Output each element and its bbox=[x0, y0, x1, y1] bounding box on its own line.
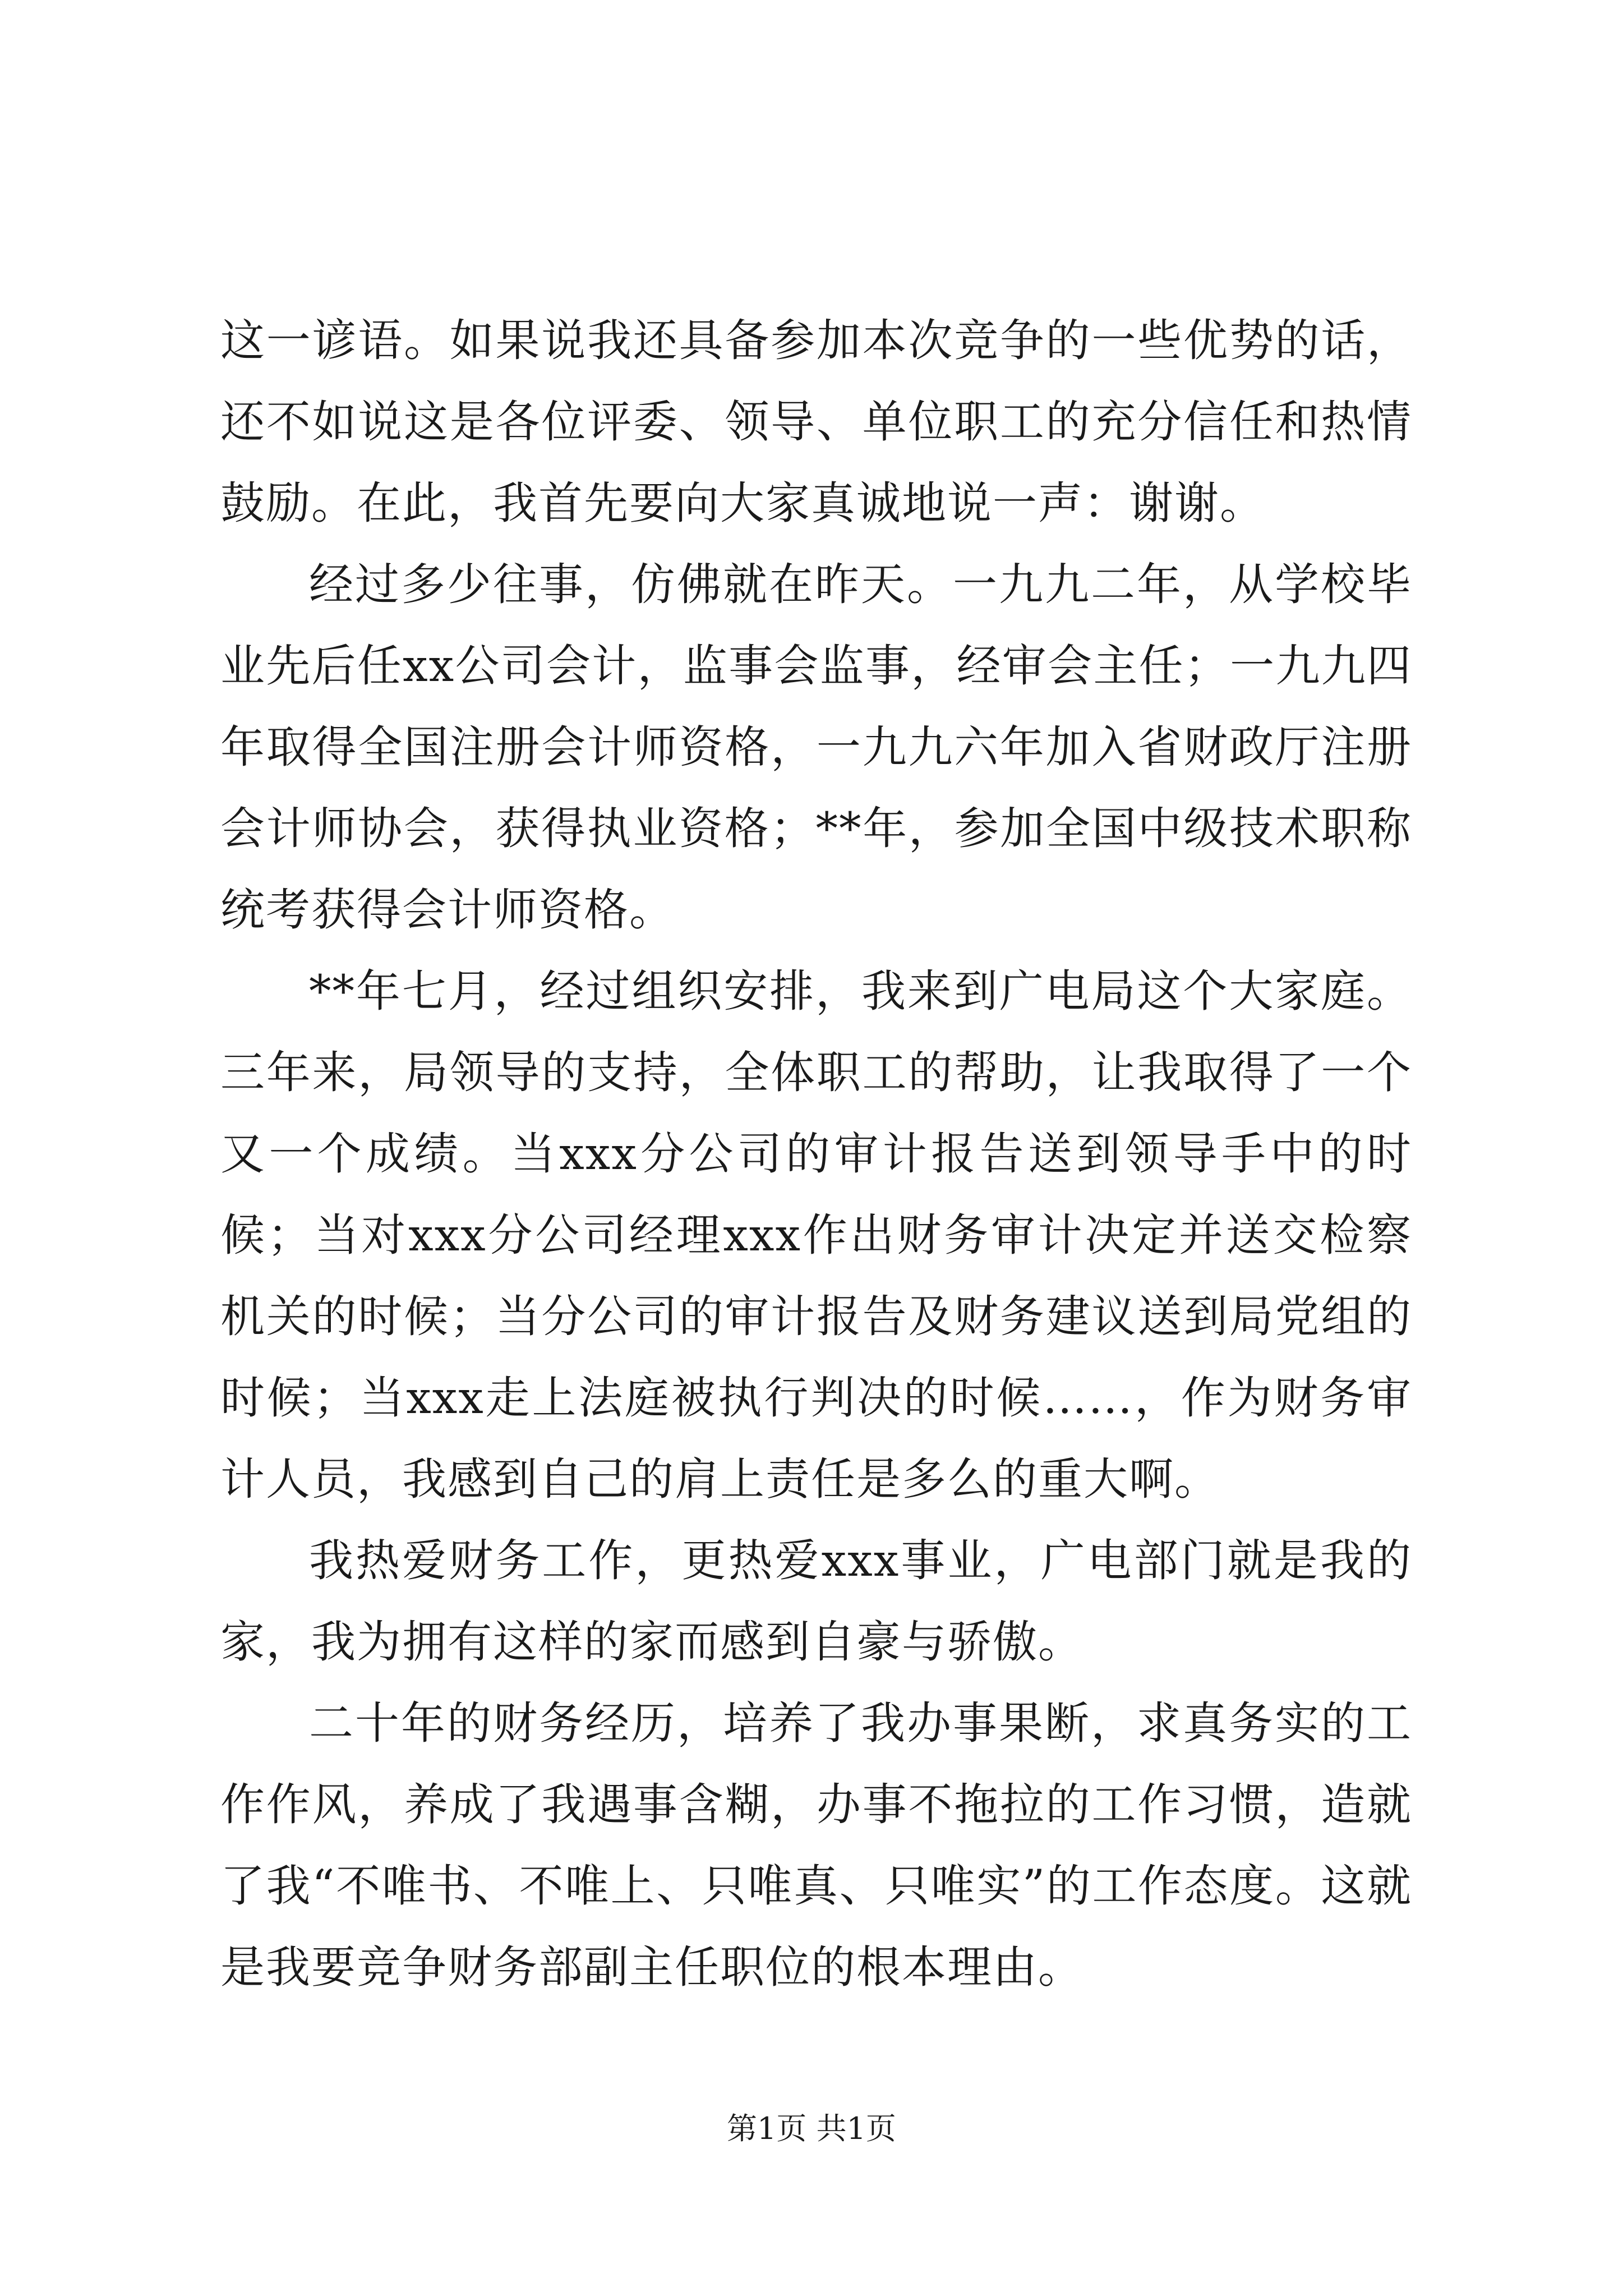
document-body bbox=[220, 300, 1412, 2008]
paragraph-4: 我热爱财务工作，更热爱xxx事业，广电部门就是我的家，我为拥有这样的家而感到自豪与骄傲。 bbox=[220, 1535, 1412, 1668]
page-footer: 第1页 共1页 bbox=[727, 2111, 896, 2146]
paragraph-5: 二十年的财务经历，培养了我办事果断，求真务实的工作作风，养成了我遇事含糊，办事不拖拉的工作习惯，造就了我“不唯书、不唯上、只唯真、只唯实”的工作态度。这就是我要竞争财务部副主任职位的根本理由。 bbox=[220, 1697, 1412, 1993]
paragraph-2: 经过多少往事，仿佛就在昨天。一九九二年，从学校毕业先后任xx公司会计，监事会监事，经审会主任；一九九四年取得全国注册会计师资格，一九九六年加入省财政厅注册会计师协会，获得执业资格；**年，参加全国中级技术职称统考获得会计师资格。 bbox=[220, 559, 1412, 936]
paragraph-3: **年七月，经过组织安排，我来到广电局这个大家庭。三年来，局领导的支持，全体职工的帮助，让我取得了一个又一个成绩。当xxx分公司的审计报告送到领导手中的时候；当对xxx分公司经理xxx作出财务审计决定并送交检察机关的时候；当分公司的审计报告及财务建议送到局党组的时候；当xxx走上法庭被执行判决的时候……，作为财务审计人员，我感到自己的肩上责任是多么的重大啊。 bbox=[220, 965, 1412, 1505]
paragraph-1: 这一谚语。如果说我还具备参加本次竞争的一些优势的话，还不如说这是各位评委、领导、单位职工的充分信任和热情鼓励。在此，我首先要向大家真诚地说一声：谢谢。 bbox=[220, 315, 1412, 529]
